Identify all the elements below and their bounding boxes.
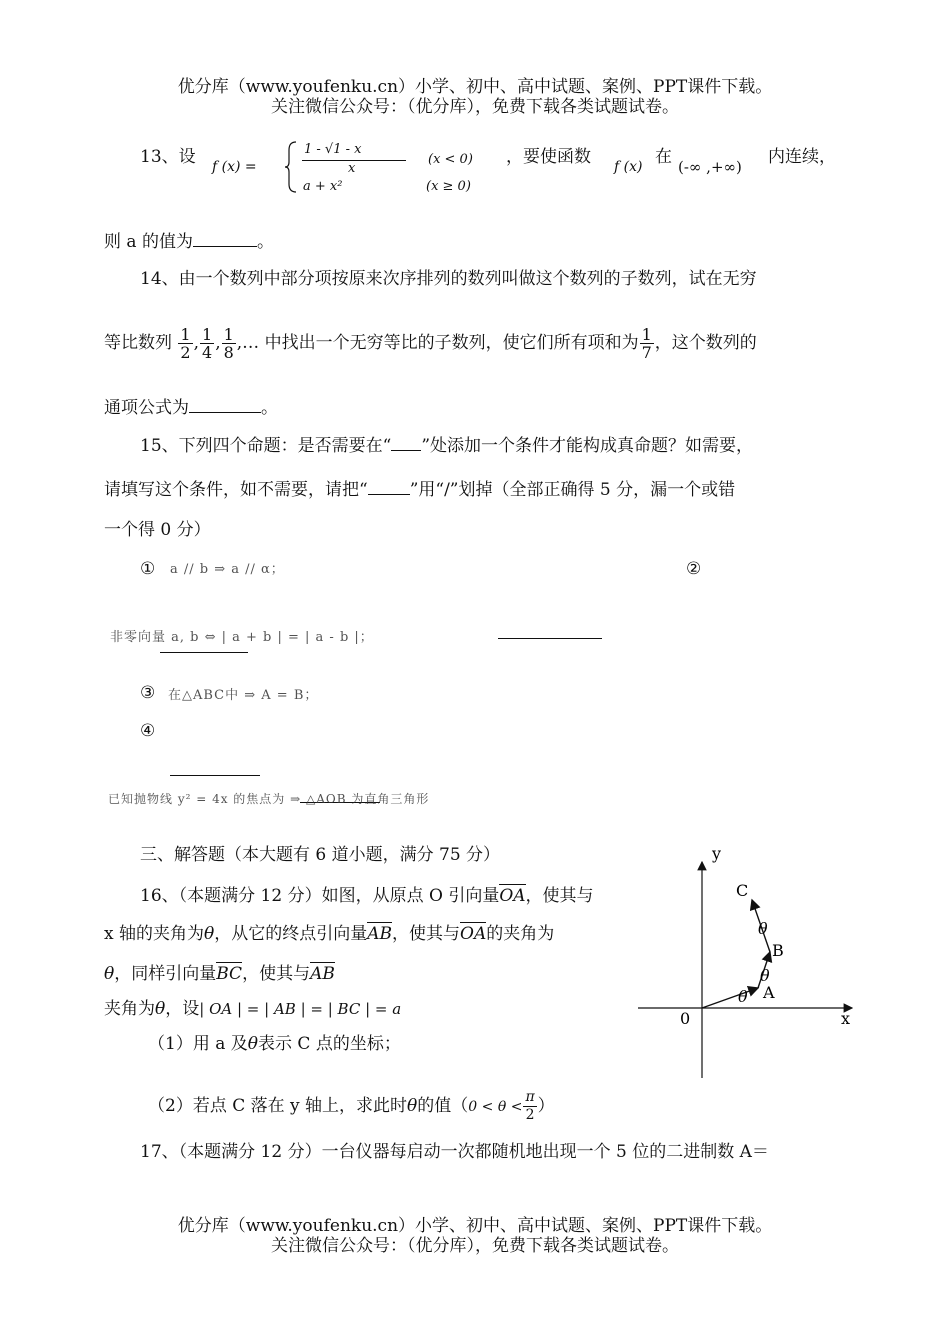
q13-case1-cond: (x < 0) bbox=[428, 152, 473, 167]
q15-num-3: ③ bbox=[140, 683, 156, 703]
theta-label-2: θ bbox=[760, 966, 770, 985]
q14-frac-3-num: 1 bbox=[223, 325, 234, 344]
q16-vec-oa-2: OA bbox=[460, 920, 486, 945]
q15-prop-4: 已知抛物线 y² = 4x 的焦点为 ⇒ △AOB 为直角三角形 bbox=[108, 792, 430, 806]
q15-line2-b: ”用“/”划掉（全部正确得 5 分，漏一个或错 bbox=[409, 480, 736, 500]
q15-num-1: ① bbox=[140, 559, 156, 579]
q16-line1-b: ，使其与 bbox=[525, 886, 594, 906]
q15-prop-1: a // b ⇒ a // α； bbox=[170, 562, 285, 577]
q14-frac-2 bbox=[200, 326, 214, 361]
q16-line2-b: ，从它的终点引向量 bbox=[214, 924, 368, 944]
origin-label: 0 bbox=[680, 1009, 691, 1028]
q16-close: ） bbox=[537, 1096, 555, 1116]
q15-prop-2: 非零向量 a, b ⇔ | a + b | = | a - b |； bbox=[110, 630, 374, 645]
q13-fx: f (x) = bbox=[212, 159, 257, 175]
q13-line2-text: 则 a 的值为 bbox=[104, 232, 193, 252]
q16-pi-frac bbox=[523, 1089, 536, 1124]
q15-prop-3: 在△ABC中 ⇒ A = B； bbox=[168, 688, 319, 703]
q15-quote-blank-1 bbox=[391, 434, 421, 451]
q15-blank-1[interactable] bbox=[498, 638, 602, 639]
point-b-label: B bbox=[772, 941, 784, 960]
q16-line4-a: 夹角为 bbox=[104, 999, 155, 1019]
footer-line-1: 优分库（www.youfenku.cn）小学、初中、高中试题、案例、PPT课件下载。 bbox=[177, 1216, 773, 1236]
section-3-title: 三、解答题（本大题有 6 道小题，满分 75 分） bbox=[140, 845, 501, 865]
q17-line1: 17、（本题满分 12 分）一台仪器每启动一次都随机地出现一个 5 位的二进制数 A＝ bbox=[140, 1142, 769, 1162]
y-axis-label: y bbox=[712, 844, 722, 863]
q14-frac-1 bbox=[178, 326, 192, 361]
point-a-label: A bbox=[763, 983, 775, 1002]
q16-theta-5: θ bbox=[407, 1096, 418, 1116]
q13-case2-cond: (x ≥ 0) bbox=[426, 179, 471, 194]
q15-line1 bbox=[140, 434, 753, 457]
q16-sub2-b: 的值（ bbox=[417, 1096, 469, 1116]
q16-sub1-b: 表示 C 点的坐标； bbox=[258, 1034, 401, 1054]
q16-theta-2: θ bbox=[104, 964, 115, 984]
q14-frac-2-num: 1 bbox=[202, 325, 213, 344]
q15-line2 bbox=[104, 478, 735, 501]
q14-line2: 等比数列 $\frac{1}{2}$ , $\frac{1}{4}$ , $\frac{1}{8}$ ,… 中找出一个无穷等比的子数列，使它们所有项和为 $\frac{1}{7}$ ，这个数列的 bbox=[104, 325, 757, 362]
q16-line3-c: ，使其与 bbox=[242, 964, 311, 984]
q16-sub2 bbox=[148, 1086, 555, 1127]
q16-line1 bbox=[140, 882, 594, 907]
q14-frac-3-den: 8 bbox=[223, 343, 234, 362]
q15-line1-b: ”处添加一个条件才能构成真命题？如需要， bbox=[421, 436, 754, 456]
q15-quote-blank-2 bbox=[368, 478, 410, 495]
q16-two: 2 bbox=[525, 1107, 535, 1123]
q16-vec-ab-1: AB bbox=[367, 920, 392, 945]
q14-frac-1-den: 2 bbox=[180, 343, 191, 362]
q14-frac-3 bbox=[222, 326, 236, 361]
q16-pi: π bbox=[525, 1089, 535, 1105]
q16-theta-3: θ bbox=[155, 999, 166, 1019]
q14-line1: 14、由一个数列中部分项按原来次序排列的数列叫做这个数列的子数列，试在无穷 bbox=[140, 269, 757, 289]
q16-sub1-a: （1）用 a 及 bbox=[148, 1034, 248, 1054]
point-c-label: C bbox=[736, 881, 749, 900]
x-axis-label: x bbox=[841, 1009, 851, 1028]
q14-frac-4-num: 1 bbox=[641, 325, 652, 344]
q15-line3: 一个得 0 分） bbox=[104, 520, 211, 540]
q13-brace bbox=[284, 140, 298, 194]
q16-line3 bbox=[104, 960, 335, 985]
q16-theta-4: θ bbox=[247, 1034, 259, 1054]
q16-line1-a: 16、（本题满分 12 分）如图，从原点 O 引向量 bbox=[140, 886, 500, 906]
q13-fx2: f (x) bbox=[614, 159, 643, 175]
q16-range: 0 < θ < bbox=[468, 1099, 523, 1115]
q13-mid: ，要使函数 bbox=[506, 147, 591, 167]
q14-frac-4-den: 7 bbox=[641, 343, 652, 362]
q13-case1-num: 1 - √1 - x bbox=[304, 142, 362, 157]
header-line-2: 关注微信公众号：（优分库），免费下载各类试题试卷。 bbox=[271, 97, 679, 117]
q16-sub2-a: （2）若点 C 落在 y 轴上，求此时 bbox=[148, 1096, 408, 1116]
q14-line2-a: 等比数列 bbox=[104, 333, 172, 353]
q14-end: 。 bbox=[261, 398, 278, 418]
theta-label-1: θ bbox=[738, 987, 748, 1006]
q13-prefix: 13、设 bbox=[140, 147, 196, 167]
q13-line2 bbox=[104, 230, 274, 253]
vector-oa bbox=[702, 988, 758, 1008]
q13-case2: a + x² bbox=[303, 179, 343, 194]
q16-vec-bc-1: BC bbox=[216, 960, 242, 985]
q16-line2-c: ，使其与 bbox=[392, 924, 461, 944]
q15-line2-a: 请填写这个条件，如不需要，请把“ bbox=[104, 480, 368, 500]
q13-answer-blank[interactable] bbox=[193, 230, 257, 247]
q13-interval: (-∞ ,+∞) bbox=[678, 158, 742, 176]
q15-line1-a: 15、下列四个命题：是否需要在“ bbox=[140, 436, 392, 456]
q16-line4 bbox=[104, 998, 401, 1020]
q13-case1-den: x bbox=[348, 161, 356, 176]
q14-frac-2-den: 4 bbox=[202, 343, 213, 362]
q16-vec-ab-2: AB bbox=[310, 960, 335, 985]
q16-theta-1: θ bbox=[204, 924, 215, 944]
q16-sub1 bbox=[148, 1033, 401, 1055]
q16-line3-b: ，同样引向量 bbox=[114, 964, 217, 984]
q14-line3-text: 通项公式为 bbox=[104, 398, 189, 418]
q16-line2 bbox=[104, 920, 554, 945]
q15-blank-4[interactable] bbox=[170, 775, 260, 776]
footer-line-2: 关注微信公众号：（优分库），免费下载各类试题试卷。 bbox=[271, 1236, 679, 1256]
q15-num-4: ④ bbox=[140, 721, 156, 741]
q14-line3 bbox=[104, 396, 278, 419]
q16-figure bbox=[630, 842, 860, 1082]
q13-at: 在 bbox=[655, 147, 672, 167]
q16-line2-a: x 轴的夹角为 bbox=[104, 924, 204, 944]
q16-eq: | OA | = | AB | = | BC | = a bbox=[199, 1000, 402, 1018]
q15-num-2: ② bbox=[686, 559, 702, 579]
header-line-1: 优分库（www.youfenku.cn）小学、初中、高中试题、案例、PPT课件下载。 bbox=[177, 77, 773, 97]
q16-line4-b: ，设 bbox=[165, 999, 200, 1019]
q16-line2-d: 的夹角为 bbox=[486, 924, 555, 944]
q14-frac-4 bbox=[640, 326, 654, 361]
q14-frac-1-num: 1 bbox=[180, 325, 191, 344]
q13-end: 。 bbox=[256, 232, 274, 252]
theta-label-3: θ bbox=[758, 919, 768, 938]
q14-ellipsis: ,… 中找出一个无穷等比的子数列，使它们所有项和为 bbox=[236, 333, 639, 353]
q14-line2-b: ，这个数列的 bbox=[654, 333, 757, 353]
q14-answer-blank[interactable] bbox=[189, 396, 261, 413]
q13-suffix: 内连续， bbox=[768, 147, 836, 167]
q15-blank-2[interactable] bbox=[160, 652, 248, 653]
q16-vec-oa-1: OA bbox=[499, 882, 525, 907]
